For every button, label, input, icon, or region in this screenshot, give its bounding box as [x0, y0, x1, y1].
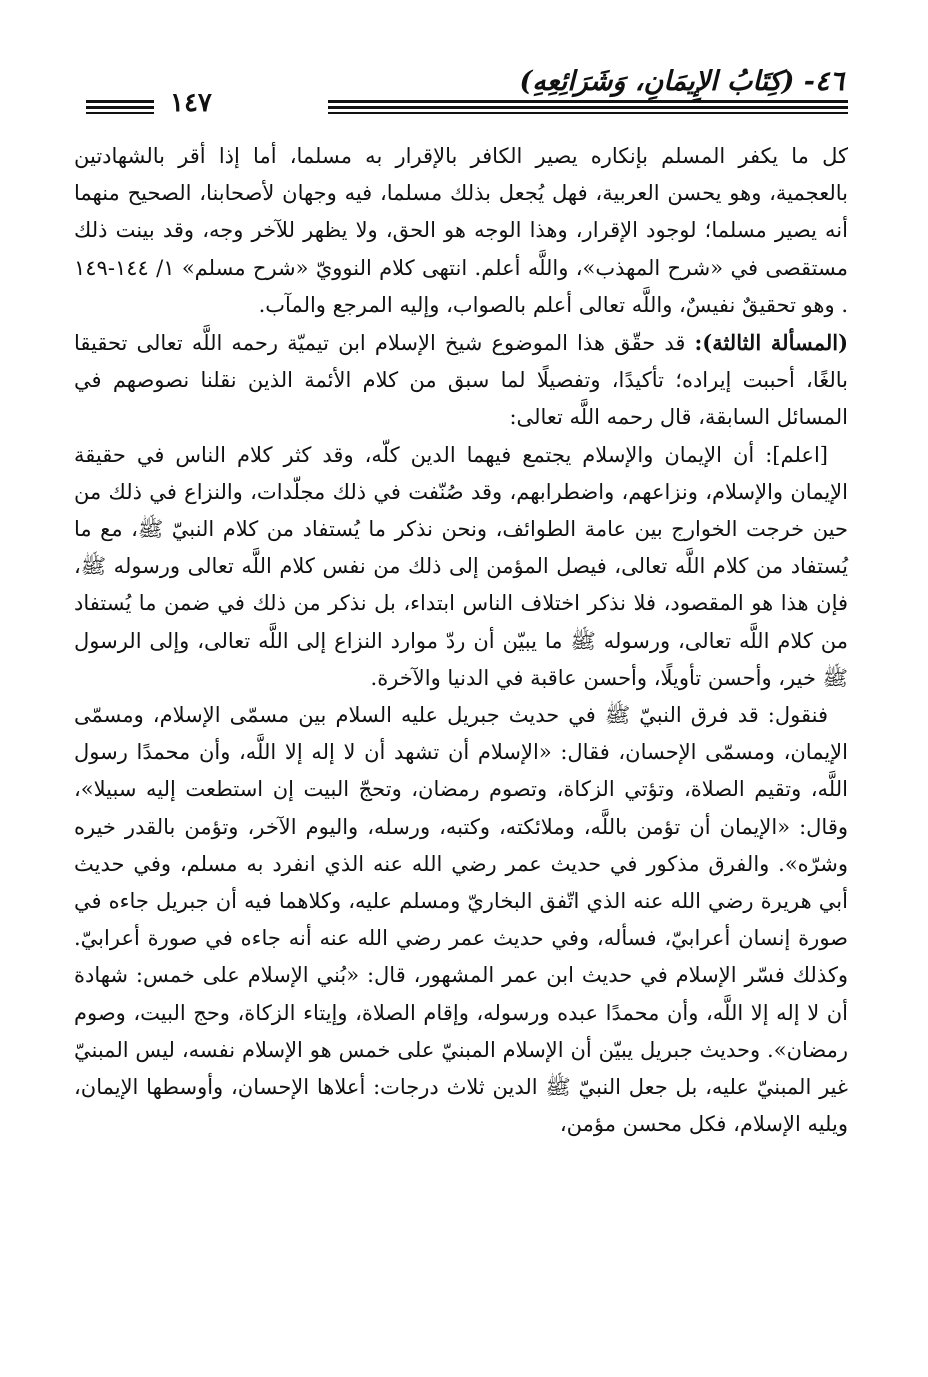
paragraph-text: قد حقّق هذا الموضوع شيخ الإسلام ابن تيميّة رحمه اللَّه تعالى تحقيقا بالغًا، أحببت إيراده؛ تأكيدًا، وتفصيلًا لما سبق من كلام الأئمة الذين نقلنا نصوصهم في المسائل السابقة، قال رحمه اللَّه تعالى:: [74, 331, 848, 430]
paragraph: [74, 697, 848, 1143]
paragraph: [74, 324, 848, 437]
paragraph-text: [اعلم]: أن الإيمان والإسلام يجتمع فيهما الدين كلّه، وقد كثر كلام الناس في حقيقة الإيمان والإسلام، ونزاعهم، واضطرابهم، وقد صُنّفت في ذلك مجلّدات، والنزاع في ذلك من حين خرجت الخوارج بين عامة الطوائف، ونحن نذكر ما يُستفاد من كلام النبيّ ﷺ، مع ما يُستفاد من كلام اللَّه تعالى، فيصل المؤمن إلى ذلك من نفس كلام اللَّه تعالى ورسوله ﷺ، فإن هذا هو المقصود، فلا نذكر اختلاف الناس ابتداء، بل نذكر من ذلك في ضمن ما يُستفاد من كلام اللَّه تعالى، ورسوله ﷺ ما يبيّن أن ردّ موارد النزاع إلى اللَّه تعالى، وإلى الرسول ﷺ خير، وأحسن تأويلًا، وأحسن عاقبة في الدنيا والآخرة.: [74, 442, 848, 690]
paragraph: [74, 437, 848, 697]
paragraph-text: كل ما يكفر المسلم بإنكاره يصير الكافر بالإقرار به مسلما، أما إذا أقر بالشهادتين بالعجمية، وهو يحسن العربية، فهل يُجعل بذلك مسلما، فيه وجهان لأصحابنا، الصحيح منهما أنه يصير مسلما؛ لوجود الإقرار، وهذا الوجه هو الحق، ولا يظهر للآخر وجه، وقد بينت ذلك مستقصى في «شرح المهذب»، واللَّه أعلم. انتهى كلام النوويّ «شرح مسلم» ١/ ١٤٤-١٤٩ . وهو تحقيقٌ نفيسٌ، واللَّه تعالى أعلم بالصواب، وإليه المرجع والمآب.: [74, 144, 848, 317]
section-heading: (المسألة الثالثة):: [694, 330, 849, 356]
header-rule-right: [328, 100, 848, 114]
paragraph: [74, 138, 848, 324]
chapter-title: ٤٦- (كِتَابُ الإِيمَانِ، وَشَرَائِعِهِ): [519, 66, 844, 97]
header-rule-left: [86, 100, 154, 114]
paragraph-text: فنقول: قد فرق النبيّ ﷺ في حديث جبريل عليه السلام بين مسمّى الإسلام، ومسمّى الإيمان، ومسمّى الإحسان، فقال: «الإسلام أن تشهد أن لا إله إلا اللَّه، وأن محمدًا رسول اللَّه، وتقيم الصلاة، وتؤتي الزكاة، وتصوم رمضان، وتحجّ البيت إن استطعت إليه سبيلا»، وقال: «الإيمان أن تؤمن باللَّه، وملائكته، وكتبه، ورسله، واليوم الآخر، وتؤمن بالقدر خيره وشرّه». والفرق مذكور في حديث عمر رضي الله عنه الذي انفرد به مسلم، وفي حديث أبي هريرة رضي الله عنه الذي اتّفق البخاريّ ومسلم عليه، وكلاهما فيه أن جبريل جاءه في صورة إنسان أعرابيّ، فسأله، وفي حديث عمر رضي الله عنه أنه جاءه في صورة أعرابيّ. وكذلك فسّر الإسلام في حديث ابن عمر المشهور، قال: «بُني الإسلام على خمس: شهادة أن لا إله إلا اللَّه، وأن محمدًا عبده ورسوله، وإقام الصلاة، وإيتاء الزكاة، وحج البيت، وصوم رمضان». وحديث جبريل يبيّن أن الإسلام المبنيّ على خمس هو الإسلام نفسه، ليس المبنيّ غير المبنيّ عليه، بل جعل النبيّ ﷺ الدين ثلاث درجات: أعلاها الإحسان، وأوسطها الإيمان، ويليه الإسلام، فكل محسن مؤمن،: [74, 703, 848, 1137]
page-body: [74, 138, 848, 1143]
page-number: ١٤٧: [170, 88, 212, 118]
page-header: [78, 62, 848, 122]
